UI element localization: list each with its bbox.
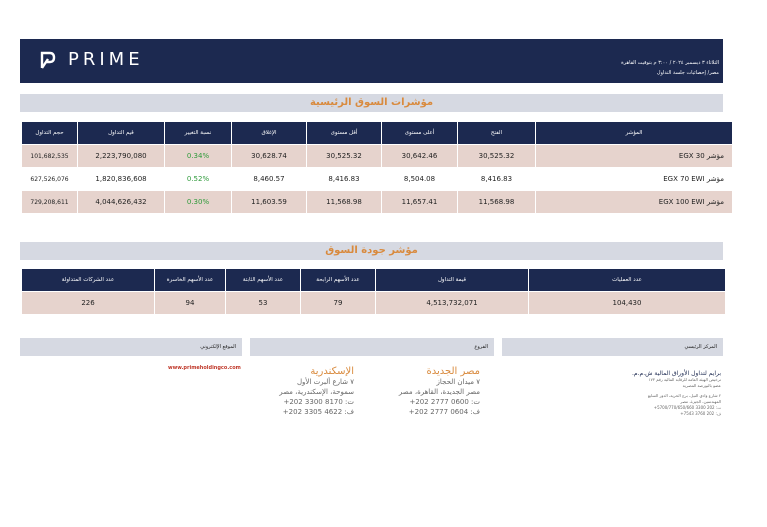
open-value: 30,525.32 xyxy=(458,145,535,167)
alexandria-title: الإسكندرية xyxy=(310,366,354,377)
traded-value: 1,820,836,608 xyxy=(78,168,164,190)
alexandria-address: ٧ شارع ألبرت الأول xyxy=(296,378,354,386)
alexandria-branch xyxy=(250,366,354,417)
low-value: 8,416.83 xyxy=(307,168,381,190)
main-indices-title: مؤشرات السوق الرئيسية xyxy=(309,97,434,108)
col-losers: عدد الأسهم الخاسرة xyxy=(155,269,225,291)
low-value: 11,568.98 xyxy=(307,191,381,213)
col-open: الفتح xyxy=(458,122,535,144)
close-value: 11,603.59 xyxy=(232,191,306,213)
high-value: 8,504.08 xyxy=(382,168,457,190)
traded-volume: 627,526,076 xyxy=(22,168,77,190)
hq-fax: ف: 202 3760 7543+ xyxy=(680,411,721,416)
main-indices-table xyxy=(21,121,733,214)
hq-label: المركز الرئيسي xyxy=(684,344,717,350)
prime-logo xyxy=(40,50,144,70)
alexandria-phone: ت: 8170 3300 202+ xyxy=(283,398,354,406)
change-value: 0.34% xyxy=(165,145,231,167)
report-subtitle: مصر/ إحصائيات جلسة التداول xyxy=(656,70,719,76)
heliopolis-city: مصر الجديدة، القاهرة، مصر xyxy=(398,388,480,396)
losers-value: 94 xyxy=(155,292,225,314)
unchanged-value: 53 xyxy=(226,292,300,314)
logo-text: PRIME xyxy=(68,49,144,70)
col-index: المؤشر xyxy=(536,122,732,144)
col-volume: حجم التداول xyxy=(22,122,77,144)
report-date: الثلاثاء ٣ ديسمبر ٢٠٢٤ / ٣:٠٠ م بتوقيت القاهرة xyxy=(621,60,719,66)
traded-value: 2,223,790,080 xyxy=(78,145,164,167)
col-gainers: عدد الأسهم الرابحة xyxy=(301,269,375,291)
table-row xyxy=(22,292,725,314)
prime-logo-icon xyxy=(40,50,56,70)
heliopolis-address: ٧ ميدان الحجاز xyxy=(436,378,480,386)
gainers-value: 79 xyxy=(301,292,375,314)
change-value: 0.30% xyxy=(165,191,231,213)
market-quality-header-row xyxy=(22,269,725,291)
col-traded-companies: عدد الشركات المتداولة xyxy=(22,269,154,291)
open-value: 8,416.83 xyxy=(458,168,535,190)
branches-label: الفروع xyxy=(474,344,488,350)
col-low: أقل مستوى xyxy=(307,122,381,144)
traded-volume: 729,208,611 xyxy=(22,191,77,213)
index-name: مؤشر EGX 30 xyxy=(536,145,732,167)
col-trades-count: عدد العمليات xyxy=(529,269,725,291)
index-name: مؤشر EGX 100 EWI xyxy=(536,191,732,213)
hq-address xyxy=(600,370,721,417)
low-value: 30,525.32 xyxy=(307,145,381,167)
website-link[interactable]: www.primeholdingco.com xyxy=(168,365,241,371)
open-value: 11,568.98 xyxy=(458,191,535,213)
trades-count-value: 104,430 xyxy=(529,292,725,314)
heliopolis-fax: ف: 0604 2777 202+ xyxy=(408,408,480,416)
table-row xyxy=(22,168,732,190)
col-traded-value: قيمة التداول xyxy=(376,269,528,291)
hq-phone: ت: 202 3300 5700/770/650/660+ xyxy=(653,405,721,410)
col-change: نسبة التغيير xyxy=(165,122,231,144)
hq-city: المهندسين، الجيزة، مصر xyxy=(680,399,721,404)
close-value: 8,460.57 xyxy=(232,168,306,190)
alexandria-city: سموحة، الإسكندرية، مصر xyxy=(279,388,354,396)
branches-bar xyxy=(250,338,494,356)
website-label: الموقع الإلكتروني xyxy=(200,344,236,350)
col-value: قيم التداول xyxy=(78,122,164,144)
traded-value-value: 4,513,732,071 xyxy=(376,292,528,314)
alexandria-fax: ف: 4622 3305 202+ xyxy=(282,408,354,416)
hq-license: ترخيص الهيئة العامة للرقابة المالية رقم ١٧٣ xyxy=(648,377,721,382)
market-quality-title: مؤشر جودة السوق xyxy=(325,245,418,256)
table-row xyxy=(22,145,732,167)
close-value: 30,628.74 xyxy=(232,145,306,167)
market-quality-section-bar xyxy=(20,242,723,260)
change-value: 0.52% xyxy=(165,168,231,190)
high-value: 11,657.41 xyxy=(382,191,457,213)
hq-company-name: برايم لتداول الأوراق المالية ش.م.م. xyxy=(632,370,721,377)
table-row xyxy=(22,191,732,213)
market-quality-table xyxy=(21,268,726,315)
hq-street: ٢ شارع وادي النيل، برج الحرية، الدور السابع xyxy=(647,393,721,398)
index-name: مؤشر EGX 70 EWI xyxy=(536,168,732,190)
heliopolis-phone: ت: 0600 2777 202+ xyxy=(409,398,480,406)
hq-membership: عضو بالبورصة المصرية xyxy=(682,383,721,388)
main-indices-header-row xyxy=(22,122,732,144)
high-value: 30,642.46 xyxy=(382,145,457,167)
col-unchanged: عدد الأسهم الثابتة xyxy=(226,269,300,291)
website-bar xyxy=(20,338,242,356)
traded-volume: 101,682,535 xyxy=(22,145,77,167)
main-indices-section-bar xyxy=(20,94,723,112)
col-high: أعلى مستوى xyxy=(382,122,457,144)
heliopolis-branch xyxy=(370,366,480,417)
traded-companies-value: 226 xyxy=(22,292,154,314)
heliopolis-title: مصر الجديدة xyxy=(426,366,480,377)
traded-value: 4,044,626,432 xyxy=(78,191,164,213)
hq-bar xyxy=(502,338,723,356)
col-close: الإغلاق xyxy=(232,122,306,144)
page-header xyxy=(20,39,723,83)
